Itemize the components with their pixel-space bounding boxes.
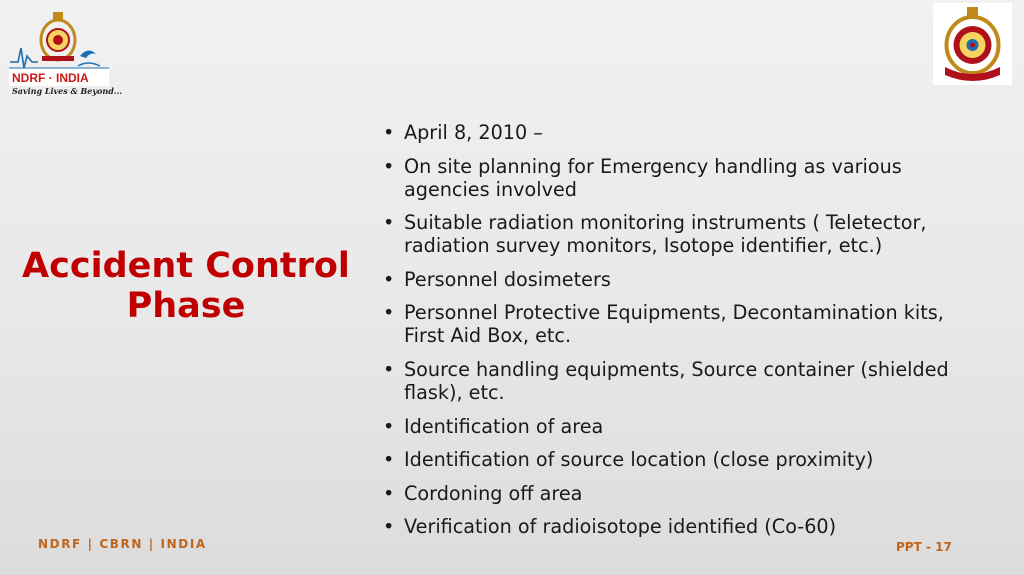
list-item-text: Suitable radiation monitoring instruments ( Teletector, radiation survey monitors, Isotope identifier, etc.) [404, 211, 927, 258]
bullet-icon: • [383, 481, 395, 505]
bullet-icon: • [383, 414, 395, 438]
list-item [383, 358, 983, 404]
slide-title-line-1: Accident Control [22, 246, 350, 286]
list-item-text: Source handling equipments, Source container (shielded flask), etc. [404, 357, 949, 404]
footer-organization: NDRF | CBRN | INDIA [38, 537, 207, 551]
bullet-icon: • [383, 448, 395, 472]
list-item [383, 482, 983, 505]
list-item [383, 121, 983, 144]
bullet-icon: • [383, 211, 395, 235]
ndrf-emblem-icon [8, 10, 112, 88]
list-item-text: On site planning for Emergency handling as various agencies involved [404, 154, 902, 201]
list-item [383, 515, 983, 538]
crest-logo [933, 3, 1012, 85]
ndrf-logo-text: NDRF · INDIA [12, 71, 89, 85]
ndrf-crest-icon [933, 3, 1012, 85]
bullet-icon: • [383, 515, 395, 539]
slide-title-line-2: Phase [126, 286, 246, 326]
bullet-icon: • [383, 154, 395, 178]
list-item [383, 301, 983, 347]
bullet-icon: • [383, 267, 395, 291]
bullet-list [383, 121, 983, 549]
list-item [383, 268, 983, 291]
list-item [383, 415, 983, 438]
list-item-text: Verification of radioisotope identified (Co-60) [404, 515, 837, 539]
list-item-text: Identification of area [404, 414, 604, 438]
ndrf-tagline: Saving Lives & Beyond... [12, 86, 123, 96]
list-item-text: Personnel dosimeters [404, 267, 611, 291]
bullet-icon: • [383, 357, 395, 381]
list-item-text: Personnel Protective Equipments, Decontamination kits, First Aid Box, etc. [404, 301, 944, 348]
list-item-text: Identification of source location (close proximity) [404, 448, 874, 472]
bullet-icon: • [383, 301, 395, 325]
list-item [383, 448, 983, 471]
list-item [383, 155, 983, 201]
slide-title [20, 246, 352, 326]
list-item-text: April 8, 2010 – [404, 121, 543, 144]
list-item [383, 211, 983, 257]
page-number: PPT - 17 [896, 540, 952, 554]
bullet-icon: • [383, 121, 395, 144]
list-item-text: Cordoning off area [404, 481, 583, 505]
